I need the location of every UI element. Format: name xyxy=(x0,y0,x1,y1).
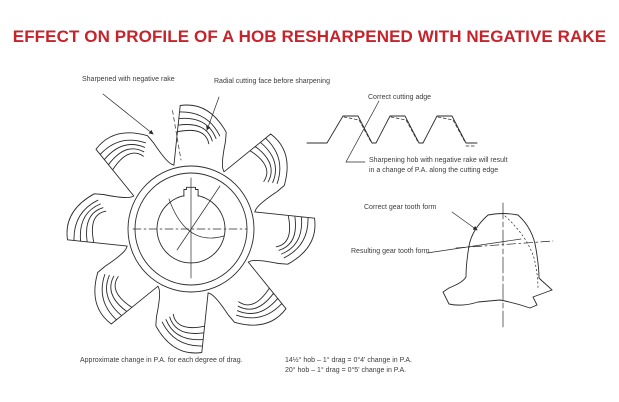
profile-note-line2: in a change of P.A. along the cutting edge xyxy=(369,167,499,174)
page-title: EFFECT ON PROFILE OF A HOB RESHARPENED WITH NEGATIVE RAKE xyxy=(12,27,607,46)
gear-correct-outline xyxy=(449,214,552,291)
hob-radial-face-dashed-line xyxy=(173,111,182,161)
tooth-profile-diagram xyxy=(307,101,477,162)
profile-note-line1: Sharpening hob with negative rake will result xyxy=(369,157,508,164)
leader-sharpened-rake xyxy=(103,94,153,134)
gear-root-outline xyxy=(443,288,552,308)
label-sharpened-rake: Sharpened with negative rake xyxy=(82,76,175,83)
gear-dashdot-line xyxy=(456,241,553,248)
footer-formula-14: 14½° hob – 1° drag = 0°4' change in P.A. xyxy=(285,357,412,364)
hob-drawing xyxy=(67,94,315,353)
gear-resulting-dotted xyxy=(505,216,538,289)
label-radial-face: Radial cutting face before sharpening xyxy=(214,78,330,85)
hob-inner-arc xyxy=(169,199,224,238)
footer-formula-20: 20° hob – 1° drag = 0°5' change in P.A. xyxy=(285,367,407,374)
profile-resulting-dashed xyxy=(344,117,476,146)
leader-resulting-gear-form xyxy=(427,239,521,253)
label-correct-cutting-edge: Correct cutting adge xyxy=(368,94,432,101)
label-resulting-gear-tooth-form: Resulting gear tooth form xyxy=(351,248,430,255)
profile-correct-outline xyxy=(307,116,477,143)
leader-correct-cutting-edge xyxy=(346,101,379,162)
gear-tooth-diagram xyxy=(427,203,553,327)
label-correct-gear-tooth-form: Correct gear tooth form xyxy=(364,204,437,211)
leader-correct-gear-form xyxy=(452,212,477,230)
footer-note-left: Approximate change in P.A. for each degree of drag. xyxy=(80,357,243,364)
